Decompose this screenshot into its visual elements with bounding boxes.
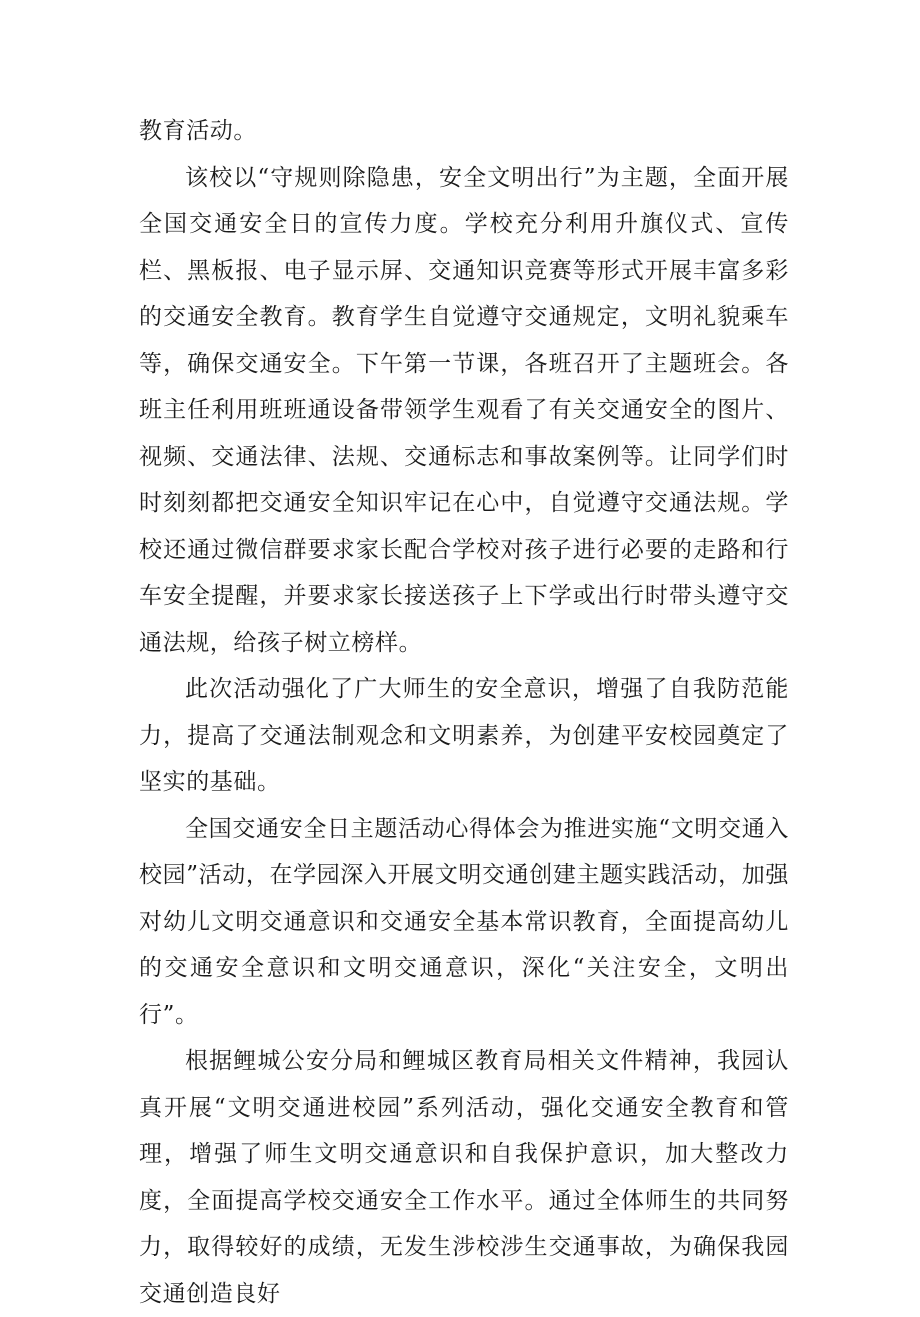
paragraph-experience: 全国交通安全日主题活动心得体会为推进实施“文明交通入校园”活动，在学园深入开展文明交通创建主题实践活动，加强对幼儿文明交通意识和交通安全基本常识教育，全面提高幼儿的交通安全意识和文明交通意识，深化“关注安全，文明出行”。	[139, 815, 789, 1028]
paragraph-school-theme: 该校以“守规则除隐患，安全文明出行”为主题，全面开展全国交通安全日的宣传力度。学校充分利用升旗仪式、宣传栏、黑板报、电子显示屏、交通知识竞赛等形式开展丰富多彩的交通安全教育。教育学生自觉遵守交通规定，文明礼貌乘车等，确保交通安全。下午第一节课，各班召开了主题班会。各班主任利用班班通设备带领学生观看了有关交通安全的图片、视频、交通法律、法规、交通标志和事故案例等。让同学们时时刻刻都把交通安全知识牢记在心中，自觉遵守交通法规。学校还通过微信群要求家长配合学校对孩子进行必要的走路和行车安全提醒，并要求家长接送孩子上下学或出行时带头遵守交通法规，给孩子树立榜样。	[139, 164, 789, 656]
paragraph-activity-result: 此次活动强化了广大师生的安全意识，增强了自我防范能力，提高了交通法制观念和文明素养，为创建平安校园奠定了坚实的基础。	[139, 676, 789, 795]
document-body	[139, 108, 789, 1317]
paragraph-continuation: 教育活动。	[139, 118, 257, 144]
paragraph-kindergarten: 根据鲤城公安分局和鲤城区教育局相关文件精神，我园认真开展“文明交通进校园”系列活动，强化交通安全教育和管理，增强了师生文明交通意识和自我保护意识，加大整改力度，全面提高学校交通安全工作水平。通过全体师生的共同努力，取得较好的成绩，无发生涉校涉生交通事故，为确保我园交通创造良好	[139, 1048, 789, 1307]
